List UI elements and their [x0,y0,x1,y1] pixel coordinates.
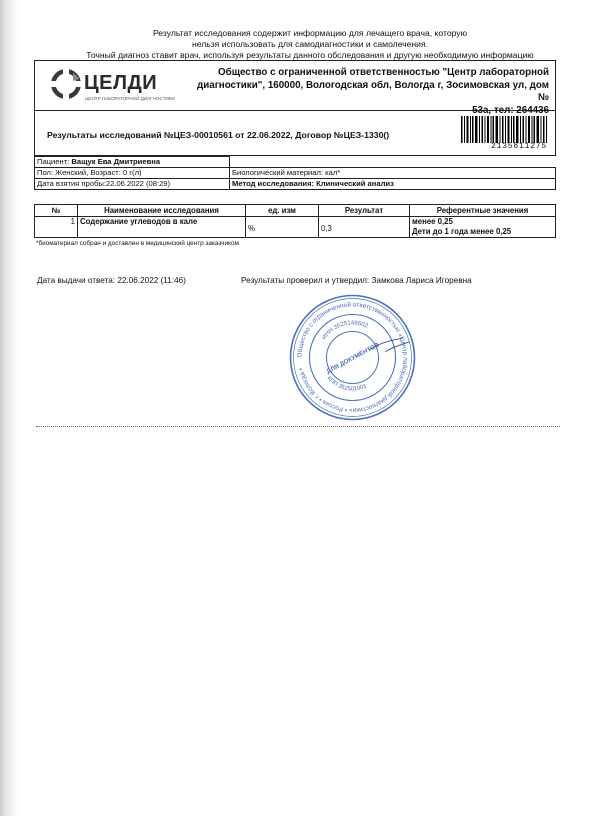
patient-sex-age: Пол: Женский, Возраст: 0 г(л) [35,168,230,179]
footnote: *биоматериал собран и доставлен в медицинский центр заказчиком [36,240,239,247]
barcode-number: 2135811275 [490,142,547,151]
stamp-kpp-text [326,376,369,393]
sample-date: Дата взятия пробы:22.06.2022 (08:29) [35,179,230,190]
stamp-inn-path: ИНН 3525148602 [321,320,369,341]
row-number: 1 [35,217,78,238]
disclaimer-line-3: Точный диагноз ставит врач, используя результаты данного обследования и другую необходимую информацию [86,50,534,60]
stamp-inn-text [321,320,369,341]
page-divider [36,426,560,427]
test-result: 0,3 [319,217,410,238]
col-unit-header: ед. изм [246,205,319,217]
bio-material: Биологический материал: кал* [230,168,556,179]
issue-date: Дата выдачи ответа: 22.06.2022 (11:46) [37,276,186,285]
org-line-1: Общество с ограниченной ответственностью "Центр лабораторной [218,67,549,78]
reference-line-1: менее 0,25 [412,217,453,226]
empty-cell [230,157,556,168]
logo-text: ЦЕЛДИ [84,72,158,94]
results-header [34,111,556,156]
test-name: Содержание углеводов в кале [78,217,246,238]
disclaimer-line-1: Результат исследования содержит информацию для лечащего врача, которую [152,28,468,38]
patient-info [34,156,556,190]
logo-emblem-icon [49,67,83,101]
patient-row [35,179,556,190]
research-method: Метод исследования: Клинический анализ [230,179,556,190]
patient-name-label: Пациент: [37,157,70,166]
col-reference-header: Референтные значения [410,205,556,217]
col-result-header: Результат [319,205,410,217]
table-row [35,217,556,238]
disclaimer-line-2: нельзя использовать для самодиагностики и самолечения. [191,39,429,49]
col-number-header: № [35,205,78,217]
test-reference [410,217,556,238]
page-edge-shadow [0,0,20,816]
patient-name-cell [35,157,230,168]
test-unit: % [246,217,319,238]
results-title: Результаты исследований №ЦЕЗ-00010561 от 22.06.2022, Договор №ЦЕЗ-1330() [47,130,390,140]
stamp-outer-path: Общество с ограниченной ответственностью «Центр лабораторной диагностики» • Россия • г. Вологда • [296,301,409,414]
verified-by: Результаты проверил и утвердил: Замкова Лариса Игоревна [241,276,472,285]
org-line-3: 53а, тел: 264436 [472,104,549,116]
stamp-kpp-path: КПП 352501001 [325,375,368,393]
reference-line-2: Дети до 1 года менее 0,25 [412,227,512,236]
disclaimer [70,28,550,61]
lab-header [34,60,556,116]
results-table [34,204,556,238]
lab-logo [49,67,175,105]
organization-info [185,67,549,117]
patient-name: Ващук Ева Дмитриевна [71,157,161,166]
table-header-row [35,205,556,217]
stamp-center-text: ДЛЯ ДОКУМЕНТОВ [325,341,381,376]
col-name-header: Наименование исследования [78,205,246,217]
org-line-2: диагностики", 160000, Вологодская обл, Вологда г, Зосимовская ул, дом № [197,79,549,103]
logo-subtitle: ЦЕНТР ЛАБОРАТОРНОЙ ДИАГНОСТИКИ [85,96,175,101]
stamp [285,290,420,425]
patient-row [35,157,556,168]
patient-row [35,168,556,179]
